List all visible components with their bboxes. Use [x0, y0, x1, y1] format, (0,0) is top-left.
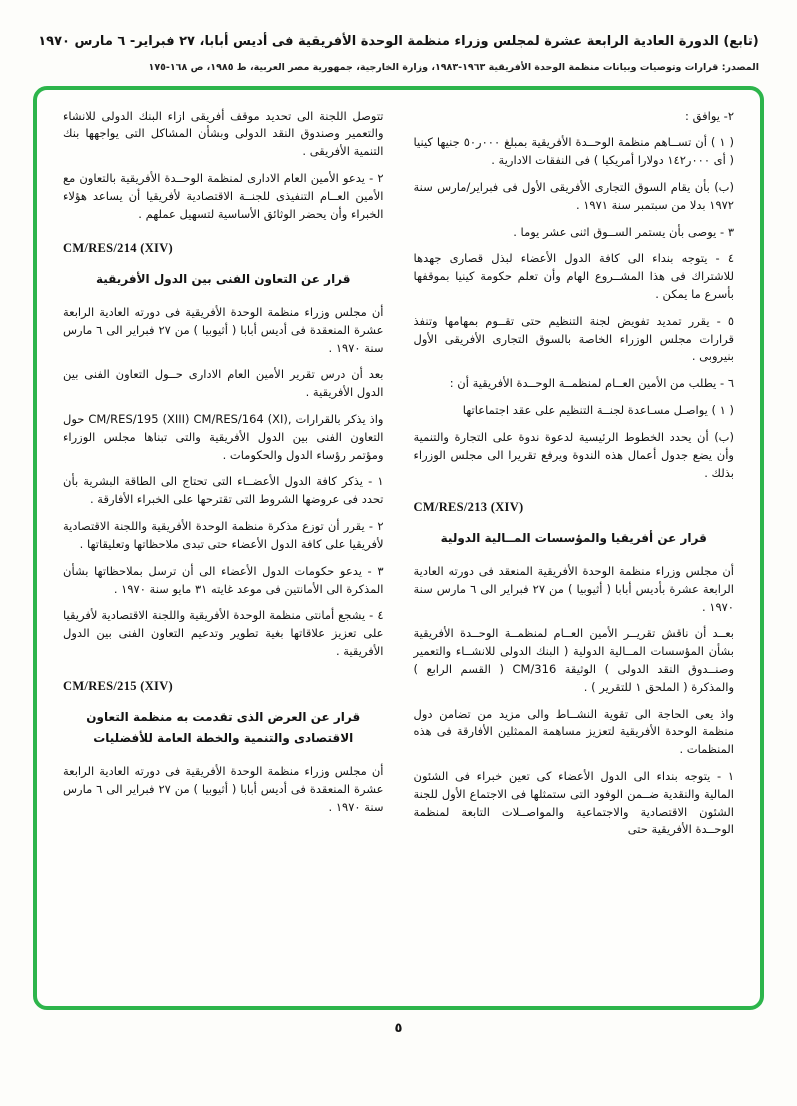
- resolution-ref: CM/RES/213 (XIV): [413, 500, 524, 515]
- paragraph: ٤ - يتوجه بنداء الى كافة الدول الأعضاء لبذل قصارى جهدها للاشتراك فى هذا المشــروع الهام وأن تعلم حكومة كينيا بموقفها بأسرع ما يمكن .: [413, 251, 734, 301]
- resolution-ref: CM/RES/215 (XIV): [63, 678, 174, 693]
- paragraph: ٢ - يدعو الأمين العام الادارى لمنظمة الوحــدة الأفريقية بالتعاون مع الأمين العــام التنفيذى للجنــة الاقتصادية لأفريقيا أن يساعد هؤلاء الخبراء وأن يحضر الوثائق الأساسية لتسهيل عملهم .: [63, 170, 384, 221]
- document-source-line: المصدر: قرارات وتوصيات وبيانات منظمة الوحدة الأفريقية ١٩٦٣-١٩٨٣، وزارة الخارجية، جمهورية مصر العربية، ط ١٩٨٥، ص ١٦٨-١٧٥: [148, 61, 759, 73]
- paragraph: ( ١ ) أن تســاهم منظمة الوحــدة الأفريقية بمبلغ ٠٠٠ر٥٠ جنيها كينيا ( أى ٠٠٠ر١٤٢ دولارا أمريكيا ) فى النفقات الادارية .: [413, 135, 734, 168]
- page-header: [0, 0, 797, 73]
- paragraph: بعــد أن ناقش تقريــر الأمين العــام لمنظمــة الوحــدة الأفريقية بشأن المؤسسات المــالية الدولية ( البنك الدولى للانشــاء والتعمير وصنــدوق النقد الدولى ) الوثيقة CM/316 ( القسم الرابع ) والمذكرة ( الملحق ١ للتقرير ) .: [413, 626, 734, 694]
- paragraph: ٢ - يقرر أن توزع مذكرة منظمة الوحدة الأفريقية واللجنة الاقتصادية لأفريقيا على كافة الدول الأعضاء حتى تبدى ملاحظاتها وتعليقاتها .: [63, 519, 384, 551]
- paragraph: ٣ - يوصى بأن يستمر الســوق اثنى عشر يوما .: [513, 224, 734, 239]
- page-number: ٥: [394, 1020, 403, 1036]
- resolution-title: قرار عن التعاون الفنى بين الدول الأفريقية: [95, 272, 351, 287]
- paragraph: بعد أن درس تقرير الأمين العام الادارى حــول التعاون الفنى بين الدول الأفريقية .: [63, 367, 384, 400]
- text-columns: [63, 108, 734, 996]
- paragraph: واذ يذكر بالقرارات ,CM/RES/195 (XIII) CM/RES/164 (XI) حول التعاون الفنى بين الدول الأفريقية والتى تبناها مجلس الوزراء ومؤتمر رؤساء الدول والحكومات .: [63, 412, 384, 462]
- document-title: (تابع) الدورة العادية الرابعة عشرة لمجلس وزراء منظمة الوحدة الأفريقية فى أديس أبابا، ٢٧ فبراير- ٦ مارس ١٩٧٠: [38, 34, 759, 49]
- resolution-title: قرار عن العرض الذى تقدمت به منظمة التعاون الاقتصادى والتنمية والخطة العامة للأفضليات: [86, 709, 361, 746]
- paragraph: ١ - يذكر كافة الدول الأعضــاء التى تحتاج الى الطاقة البشرية بأن تحدد فى عروضها الشروط التى تقترحها على الخبراء الأفارقة .: [63, 474, 384, 507]
- resolution-title: قرار عن أفريقيا والمؤسسات المــالية الدولية: [440, 531, 707, 546]
- paragraph: ٢- يوافق :: [685, 108, 734, 123]
- paragraph: ٥ - يقرر تمديد تفويض لجنة التنظيم حتى تقــوم بمهامها وتنفذ قرارات مجلس الوزراء الخاصة بالسوق التجارى الأفريقى الأول بنيروبى .: [413, 313, 734, 364]
- paragraph: أن مجلس وزراء منظمة الوحدة الأفريقية فى دورته العادية الرابعة عشرة المنعقدة فى أديس أبابا ( أثيوبيا ) من ٢٧ فبراير الى ٦ مارس سنة ١٩٧٠ .: [63, 763, 384, 814]
- resolution-ref: CM/RES/214 (XIV): [63, 241, 174, 256]
- paragraph: (ب) بأن يقام السوق التجارى الأفريقى الأول فى فبراير/مارس سنة ١٩٧٢ بدلا من سبتمبر سنة ١٩٧١ .: [413, 179, 734, 212]
- content-border: [33, 86, 764, 1010]
- paragraph: تتوصل اللجنة الى تحديد موقف أفريقى ازاء البنك الدولى للانشاء والتعمير وصندوق النقد الدولى وبشأن المشاكل التى يواجهها بنك التنمية الأفريقى .: [63, 108, 384, 159]
- paragraph: ( ١ ) يواصـل مسـاعدة لجنــة التنظيم على عقد اجتماعاتها: [462, 403, 734, 418]
- column-right: [414, 108, 735, 996]
- paragraph: أن مجلس وزراء منظمة الوحدة الأفريقية فى دورته العادية الرابعة عشرة المنعقدة فى أديس أبابا ( أثيوبيا ) من ٢٧ فبراير الى ٦ مارس سنة ١٩٧٠ .: [63, 304, 384, 355]
- paragraph: ٦ - يطلب من الأمين العــام لمنظمــة الوحــدة الأفريقية أن :: [449, 376, 734, 391]
- paragraph: ١ - يتوجه بنداء الى الدول الأعضاء كى تعين خبراء فى الشئون المالية والنقدية ضــمن الوفود التى ستمثلها فى الاجتماع الأول للجنة الشئون الاقتصادية والاجتماعية والمواصــلات التابعة لمنظمة الوحــدة الأفريقية حتى: [413, 769, 734, 837]
- paragraph: (ب) أن يحدد الخطوط الرئيسية لدعوة ندوة على التجارة والتنمية وأن يضع جدول أعمال هذه الندوة ويرفع تقريرا الى مجلس الوزراء بذلك .: [413, 429, 734, 480]
- paragraph: ٤ - يشجع أمانتى منظمة الوحدة الأفريقية واللجنة الاقتصادية لأفريقيا على تعزيز علاقاتها بغية تطوير وتدعيم التعاون الفنى بين الدول الأفريقية .: [63, 608, 384, 658]
- column-left: [63, 108, 384, 996]
- paragraph: ٣ - يدعو حكومات الدول الأعضاء الى أن ترسل بملاحظاتها بشأن المذكرة الى الأمانتين فى موعد غايته ٣١ مايو سنة ١٩٧٠ .: [63, 563, 384, 596]
- paragraph: واذ يعى الحاجة الى تقوية النشــاط والى مزيد من تضامن دول منظمة الوحدة الأفريقية لتعزيز مساهمة الممثلين الأفارقة فى هذه المنظمات .: [413, 706, 734, 757]
- paragraph: أن مجلس وزراء منظمة الوحدة الأفريقية المنعقد فى دورته العادية الرابعة عشرة بأديس أبابا ( أثيوبيا ) من ٢٧ فبراير الى ٦ مارس سنة ١٩٧٠ .: [413, 563, 734, 614]
